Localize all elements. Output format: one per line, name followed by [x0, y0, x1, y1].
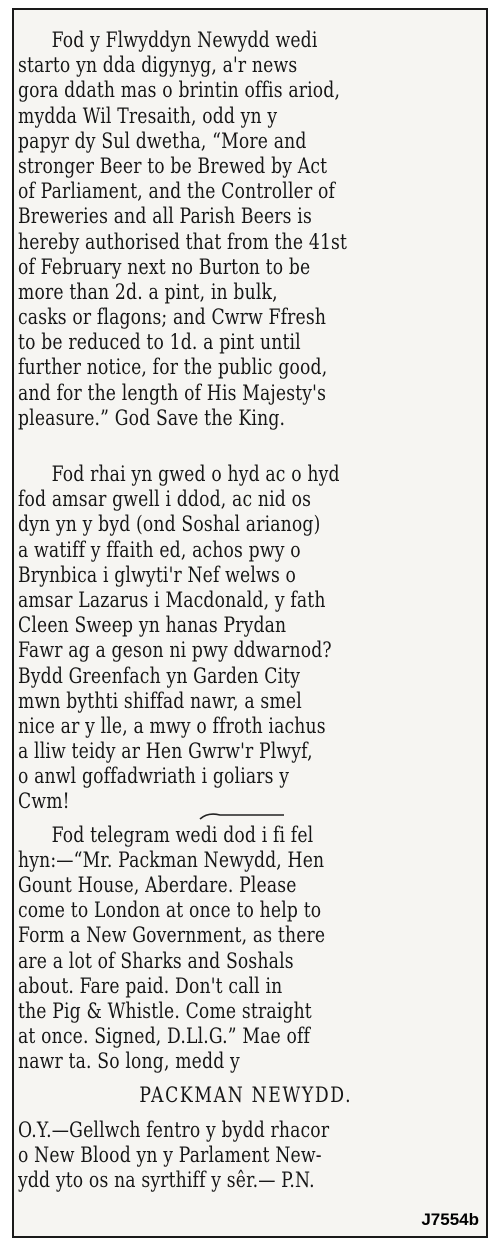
text-line: Fod y Flwyddyn Newydd wedi — [51, 28, 318, 53]
text-line: of February next no Burton to be — [18, 254, 311, 280]
paragraph-telegram — [18, 823, 490, 1075]
text-line: dyn yn y byd (ond Soshal arianog) — [18, 512, 321, 538]
text-line: about. Fare paid. Don't call in — [18, 973, 283, 999]
text-line: pleasure.” God Save the King. — [18, 405, 286, 431]
catalogue-number: J7554b — [421, 1210, 479, 1229]
text-line: fod amsar gwell i ddod, ac nid os — [18, 487, 312, 513]
postscript — [18, 1118, 490, 1194]
text-line: nice ar y lle, a mwy o ffroth iachus — [18, 713, 326, 739]
text-line: Breweries and all Parish Beers is — [18, 204, 312, 230]
text-line: casks or flagons; and Cwrw Ffresh — [18, 305, 327, 331]
text-line: and for the length of His Majesty's — [18, 380, 327, 406]
text-line: o anwl goffadwriath i goliars y — [18, 764, 290, 790]
text-line: to be reduced to 1d. a pint until — [18, 330, 301, 356]
text-line: amsar Lazarus i Macdonald, y fath — [18, 587, 326, 613]
paragraph-better-times — [18, 462, 490, 815]
text-line: starto yn dda digynyg, a'r news — [18, 53, 298, 79]
text-line: come to London at once to help to — [18, 898, 322, 924]
text-line: the Pig & Whistle. Come straight — [18, 998, 312, 1024]
text-line: papyr dy Sul dwetha, “More and — [18, 128, 307, 154]
text-line: hereby authorised that from the 41st — [18, 229, 348, 255]
text-line: mydda Wil Tresaith, odd yn y — [18, 103, 278, 129]
text-line: o New Blood yn y Parlament New- — [18, 1142, 322, 1168]
paragraph-new-year — [18, 28, 490, 431]
text-line: of Parliament, and the Controller of — [18, 179, 336, 205]
author-signature: PACKMAN NEWYDD. — [139, 1082, 353, 1107]
text-line: Bydd Greenfach yn Garden City — [18, 663, 301, 689]
text-line: Fod rhai yn gwed o hyd ac o hyd — [51, 462, 340, 487]
article-column — [18, 28, 490, 1193]
text-line: Cleen Sweep yn hanas Prydan — [18, 613, 287, 639]
text-line: at once. Signed, D.Ll.G.” Mae off — [18, 1024, 311, 1050]
text-line: mwn bythti shiffad nawr, a smel — [18, 688, 302, 714]
text-line: Fawr ag a geson ni pwy ddwarnod? — [18, 638, 332, 664]
text-line: further notice, for the public good, — [18, 355, 328, 381]
text-line: a watiff y ffaith ed, achos pwy o — [18, 537, 301, 563]
text-line: a lliw teidy ar Hen Gwrw'r Plwyf, — [18, 739, 313, 765]
text-line: Cwm! — [18, 789, 70, 815]
text-line: O.Y.—Gellwch fentro y bydd rhacor — [18, 1117, 330, 1143]
text-line: Form a New Government, as there — [18, 923, 326, 949]
text-line: are a lot of Sharks and Soshals — [18, 948, 294, 974]
text-line: more than 2d. a pint, in bulk, — [18, 279, 278, 305]
text-line: Fod telegram wedi dod i fi fel — [51, 822, 314, 848]
text-line: ydd yto os na syrthiff y sêr.— P.N. — [18, 1167, 315, 1193]
divider-flourish — [198, 811, 288, 821]
text-line: gora ddath mas o brintin offis ariod, — [18, 78, 341, 104]
text-line: Gount House, Aberdare. Please — [18, 873, 297, 898]
section-divider — [18, 815, 490, 823]
text-line: Brynbica i glwyti'r Nef welws o — [18, 562, 297, 588]
text-line: hyn:—“Mr. Packman Newydd, Hen — [18, 847, 325, 873]
paragraph-spacer — [18, 431, 490, 462]
text-line: stronger Beer to be Brewed by Act — [18, 153, 328, 179]
text-line: nawr ta. So long, medd y — [18, 1049, 240, 1075]
